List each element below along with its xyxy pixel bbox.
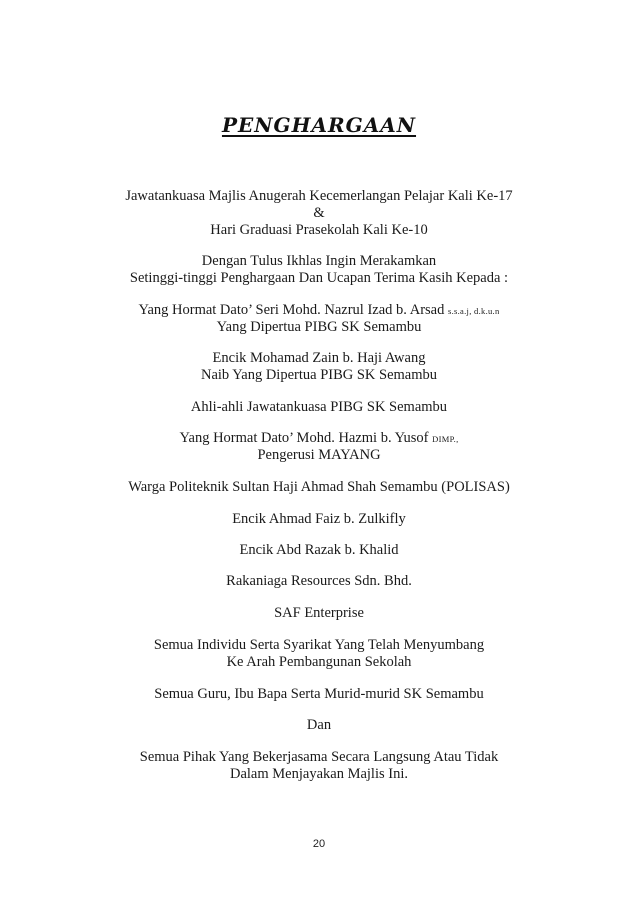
honoree-3-name: Ahli-ahli Jawatankuasa PIBG SK Semambu <box>190 399 448 415</box>
honoree-4-name-text: Yang Hormat Dato’ Mohd. Hazmi b. Yusof <box>179 430 429 446</box>
page-number: 20 <box>312 838 326 850</box>
honoree-1-name-text: Yang Hormat Dato’ Seri Mohd. Nazrul Izad b. Arsad <box>138 302 445 318</box>
honoree-4-role: Pengerusi MAYANG <box>257 447 381 463</box>
honoree-1-name <box>0 302 638 320</box>
honoree-2-role: Naib Yang Dipertua PIBG SK Semambu <box>200 367 438 383</box>
intro-line-1: Dengan Tulus Ikhlas Ingin Merakamkan <box>201 253 437 269</box>
intro-line-2: Setinggi-tinggi Penghargaan Dan Ucapan Terima Kasih Kepada : <box>129 270 509 286</box>
honoree-1-title: s.s.a.j, d.k.u.n <box>447 306 500 316</box>
contributors-line-2: Ke Arah Pembangunan Sekolah <box>226 654 412 670</box>
honoree-6-name: Encik Ahmad Faiz b. Zulkifly <box>232 511 406 527</box>
page-title: PENGHARGAAN <box>221 113 417 137</box>
honoree-2-name: Encik Mohamad Zain b. Haji Awang <box>212 350 426 366</box>
teachers-parents-line: Semua Guru, Ibu Bapa Serta Murid-murid SK Semambu <box>154 686 484 702</box>
honoree-9-name: SAF Enterprise <box>274 605 364 621</box>
honoree-7-name: Encik Abd Razak b. Khalid <box>239 542 399 558</box>
closing-line-1: Semua Pihak Yang Bekerjasama Secara Langsung Atau Tidak <box>139 749 499 765</box>
honoree-1-role: Yang Dipertua PIBG SK Semambu <box>216 319 422 335</box>
honoree-5-name: Warga Politeknik Sultan Haji Ahmad Shah Semambu (POLISAS) <box>128 479 510 495</box>
dan-line: Dan <box>306 717 332 733</box>
committee-line: Jawatankuasa Majlis Anugerah Kecemerlangan Pelajar Kali Ke-17 <box>125 188 513 204</box>
contributors-line-1: Semua Individu Serta Syarikat Yang Telah Menyumbang <box>153 637 485 653</box>
honoree-4-name <box>0 430 638 448</box>
closing-line-2: Dalam Menjayakan Majlis Ini. <box>230 766 408 782</box>
honoree-8-name: Rakaniaga Resources Sdn. Bhd. <box>226 573 412 589</box>
ampersand-line: & <box>313 205 325 221</box>
honoree-4-title: DIMP., <box>432 434 459 444</box>
graduation-line: Hari Graduasi Prasekolah Kali Ke-10 <box>210 222 428 238</box>
